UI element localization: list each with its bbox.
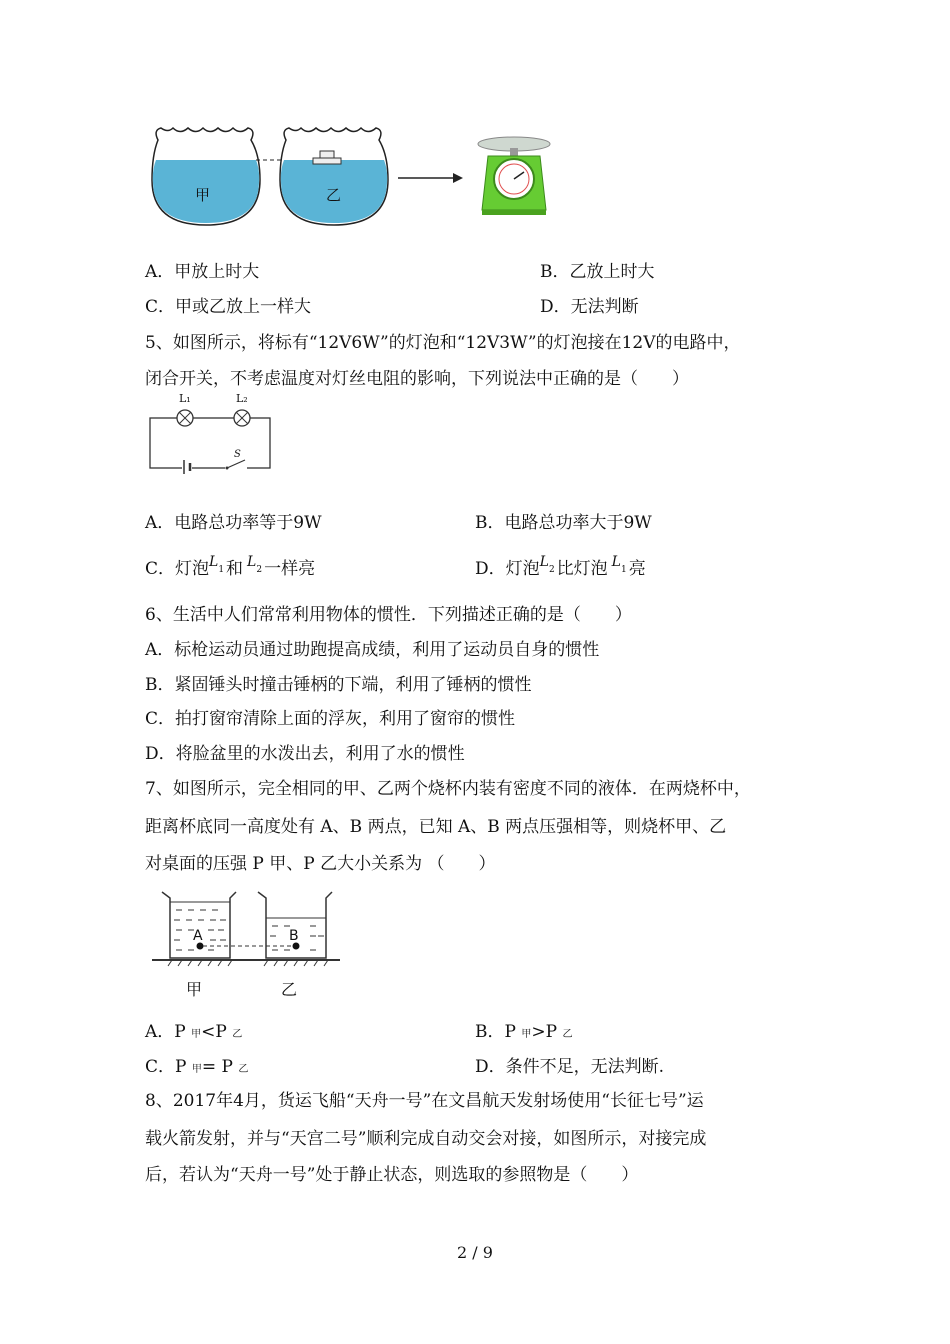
circuit-label-s: S (234, 449, 241, 460)
q5-d-pre: D．灯泡 (475, 559, 540, 579)
q7-a-op: <P (201, 1022, 233, 1042)
q7-b-p: B．P (475, 1022, 522, 1042)
circuit-label-l1: L₁ (179, 392, 191, 405)
q8-stem-line1: 8、2017年4月，货运飞船“天舟一号”在文昌航天发射场使用“长征七号”运 (145, 1091, 704, 1111)
q5-d-sym-l2: L (539, 554, 549, 570)
bowl-label-yi: 乙 (326, 186, 342, 204)
q4-option-a: A．甲放上时大 (145, 262, 260, 282)
q4-option-b: B．乙放上时大 (540, 262, 655, 282)
circuit-label-l2: L₂ (236, 392, 248, 405)
q5-c-sub1: 1 (218, 565, 225, 575)
q4-option-d: D．无法判断 (540, 297, 639, 317)
q7-a-sub1: 甲 (191, 1029, 202, 1040)
q5-c-mid: 和 (226, 559, 244, 579)
q6-option-a: A．标枪运动员通过助跑提高成绩，利用了运动员自身的惯性 (145, 640, 600, 660)
page-number: 2 / 9 (457, 1243, 493, 1262)
q7-option-b (475, 1017, 572, 1042)
q6-stem: 6、生活中人们常常利用物体的惯性．下列描述正确的是（ ） (145, 605, 632, 625)
q5-d-sub1: 1 (620, 565, 627, 575)
q7-b-sub2: 乙 (562, 1029, 573, 1040)
beakers-figure (150, 888, 342, 970)
q5-c-sym-l1: L (209, 554, 219, 570)
q7-option-a (145, 1017, 242, 1042)
q7-a-p: A．P (145, 1022, 192, 1042)
q7-stem-line2: 距离杯底同一高度处有 A、B 两点，已知 A、B 两点压强相等，则烧杯甲、乙 (145, 817, 727, 837)
q5-option-a: A．电路总功率等于9W (145, 513, 322, 533)
q7-option-d: D．条件不足，无法判断. (475, 1057, 665, 1077)
q5-option-b: B．电路总功率大于9W (475, 513, 652, 533)
q5-c-sym-l2: L (247, 554, 257, 570)
q5-stem-line1: 5、如图所示，将标有“12V6W”的灯泡和“12V3W”的灯泡接在12V的电路中， (145, 333, 741, 353)
q5-stem-line2: 闭合开关，不考虑温度对灯丝电阻的影响，下列说法中正确的是（ ） (145, 369, 689, 389)
q7-c-sub2: 乙 (238, 1064, 249, 1075)
beaker-label-yi: 乙 (281, 980, 298, 999)
q5-d-sym-l1: L (611, 554, 621, 570)
q6-option-b: B．紧固锤头时撞击锤柄的下端，利用了锤柄的惯性 (145, 675, 532, 695)
bowl-label-jia: 甲 (195, 186, 211, 204)
q5-d-post: 亮 (628, 559, 646, 579)
q7-c-p: C．P (145, 1057, 192, 1077)
beaker-label-jia: 甲 (186, 980, 203, 999)
q7-c-sub1: 甲 (191, 1064, 202, 1075)
fishbowl-figure (148, 125, 468, 230)
q5-d-mid: 比灯泡 (556, 559, 608, 579)
q4-option-c: C．甲或乙放上一样大 (145, 297, 312, 317)
q7-b-op: >P (531, 1022, 563, 1042)
q7-a-sub2: 乙 (232, 1029, 243, 1040)
q8-stem-line2: 载火箭发射，并与“天宫二号”顺利完成自动交会对接，如图所示，对接完成 (145, 1129, 707, 1149)
q7-b-sub1: 甲 (521, 1029, 532, 1040)
q5-option-c (145, 554, 315, 579)
q5-option-d (475, 554, 646, 579)
q5-c-pre: C．灯泡 (145, 559, 210, 579)
q7-stem-line1: 7、如图所示，完全相同的甲、乙两个烧杯内装有密度不同的液体．在两烧杯中， (145, 779, 751, 799)
circuit-diagram (145, 392, 275, 474)
q8-stem-line3: 后，若认为“天舟一号”处于静止状态，则选取的参照物是（ ） (145, 1165, 639, 1185)
q7-stem-line3: 对桌面的压强 P 甲、P 乙大小关系为 （ ） (145, 854, 496, 874)
beaker-label-b: B (289, 928, 299, 944)
beaker-label-a: A (193, 928, 203, 944)
q5-c-sub2: 2 (256, 565, 263, 575)
q7-option-c (145, 1052, 248, 1077)
kitchen-scale-icon (474, 134, 554, 216)
q6-option-c: C．拍打窗帘清除上面的浮灰，利用了窗帘的惯性 (145, 709, 516, 729)
q5-c-post: 一样亮 (264, 559, 316, 579)
q5-d-sub2: 2 (548, 565, 555, 575)
q6-option-d: D．将脸盆里的水泼出去，利用了水的惯性 (145, 744, 465, 764)
q7-c-op: = P (201, 1057, 239, 1077)
